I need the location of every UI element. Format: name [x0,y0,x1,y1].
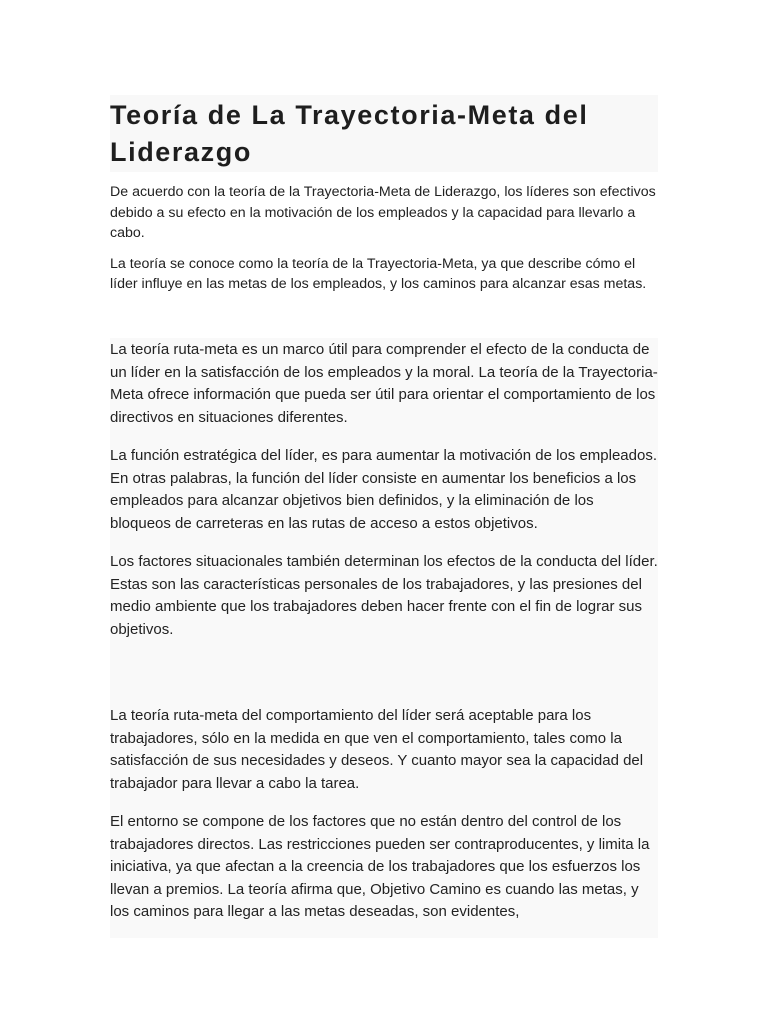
body-paragraph-4: La teoría ruta-meta del comportamiento del líder será aceptable para los trabajadores, sólo en la medida en que ven el comportamiento, tales como la satisfacción de sus necesidades y deseos. Y cuanto mayor sea la capacidad del trabajador para llevar a cabo la tarea. [110,707,644,792]
intro-paragraph-2: La teoría se conoce como la teoría de la Trayectoria-Meta, ya que describe cómo el líder influye en las metas de los empleados, y los caminos para alcanzar esas metas. [110,255,647,292]
body-section [110,338,658,938]
title-block [110,95,658,172]
intro-paragraph-1: De acuerdo con la teoría de la Trayectoria-Meta de Liderazgo, los líderes son efectivos debido a su efecto en la motivación de los empleados y la capacidad para llevarlo a cabo. [110,184,656,241]
intro-section [110,182,658,295]
document-title: Teoría de La Trayectoria-Meta del Liderazgo [110,100,589,167]
document-page [110,95,658,305]
body-paragraph-5: El entorno se compone de los factores que no están dentro del control de los trabajadores directos. Las restricciones pueden ser contraproducentes, y limita la iniciativa, ya que afectan a la creencia de los trabajadores que los esfuerzos los llevan a premios. La teoría afirma que, Objetivo Camino es cuando las metas, y los caminos para llegar a las metas deseadas, son evidentes, [110,813,650,920]
body-paragraph-1: La teoría ruta-meta es un marco útil para comprender el efecto de la conducta de un líder en la satisfacción de los empleados y la moral. La teoría de la Trayectoria-Meta ofrece información que pueda ser útil para orientar el comportamiento de los directivos en situaciones diferentes. [110,341,658,426]
body-paragraph-3: Los factores situacionales también determinan los efectos de la conducta del líder. Estas son las características personales de los trabajadores, y las presiones del medio ambiente que los trabajadores deben hacer frente con el fin de lograr sus objetivos. [110,553,658,638]
blank-gap [110,657,658,705]
body-paragraph-2: La función estratégica del líder, es para aumentar la motivación de los empleados. En otras palabras, la función del líder consiste en aumentar los beneficios a los empleados para alcanzar objetivos bien definidos, y la eliminación de los bloqueos de carreteras en las rutas de acceso a estos objetivos. [110,447,657,532]
